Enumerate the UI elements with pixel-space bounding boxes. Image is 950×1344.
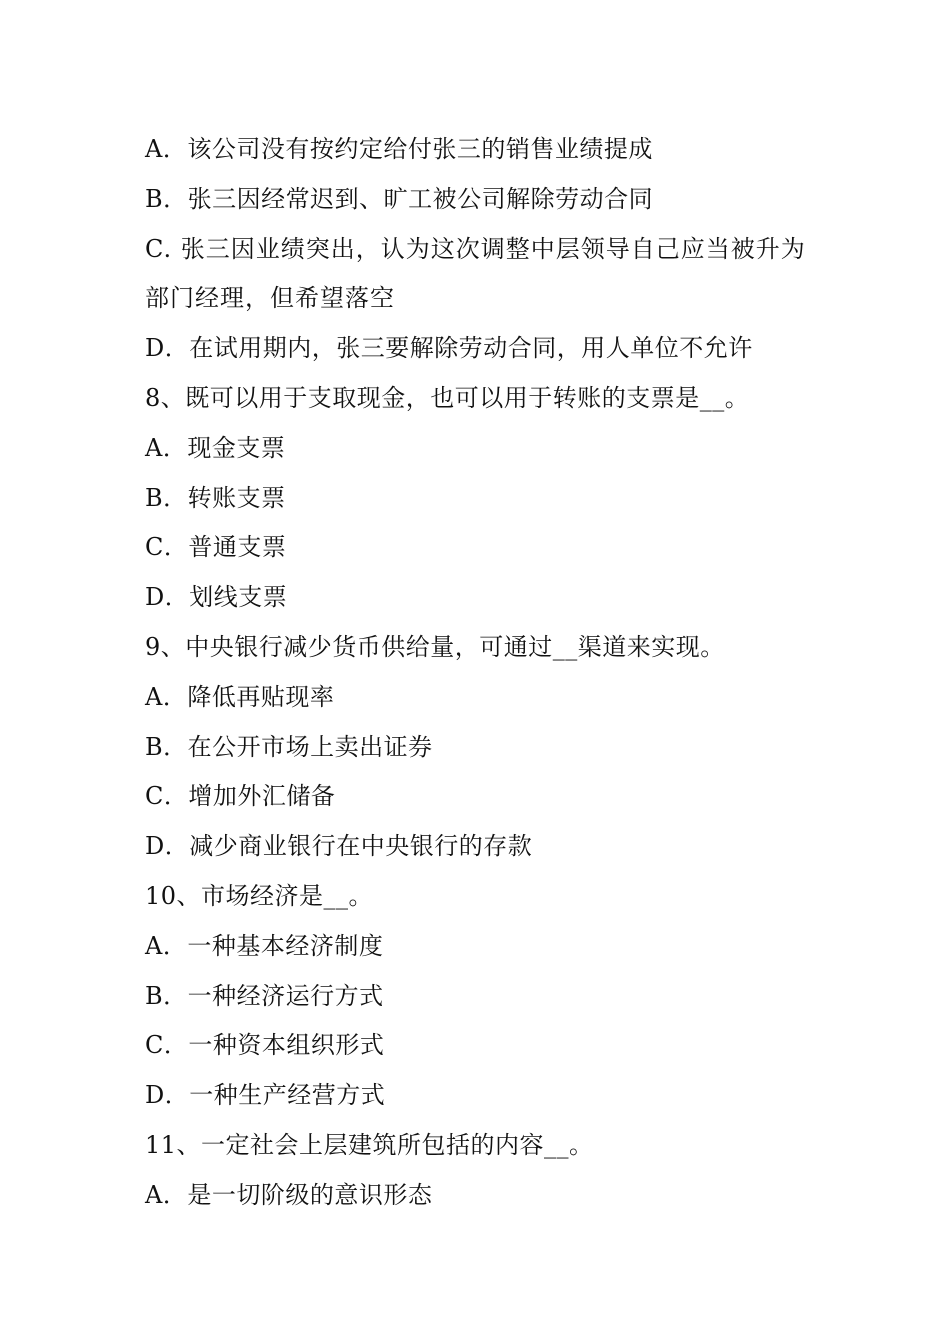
question-9-option-a: A．降低再贴现率	[145, 682, 335, 711]
question-10-option-c: C．一种资本组织形式	[145, 1031, 385, 1060]
question-8-option-b: B．转账支票	[145, 483, 286, 512]
option-a-line: A．该公司没有按约定给付张三的销售业绩提成	[145, 135, 653, 163]
question-9-option-d: D．减少商业银行在中央银行的存款	[145, 832, 533, 861]
question-10: 10、市场经济是__。	[145, 881, 374, 910]
question-8-option-a: A．现金支票	[145, 433, 286, 462]
question-8-option-d: D．划线支票	[145, 583, 288, 612]
question-10-option-b: B．一种经济运行方式	[145, 981, 384, 1010]
option-c-line: C. 张三因业绩突出，认为这次调整中层领导自己应当被升为部门经理，但希望落空	[145, 234, 806, 313]
question-11: 11、一定社会上层建筑所包括的内容__。	[145, 1130, 594, 1159]
question-9-option-b: B．在公开市场上卖出证券	[145, 732, 433, 761]
question-11-option-a: A．是一切阶级的意识形态	[145, 1180, 433, 1209]
question-9-option-c: C．增加外汇储备	[145, 782, 336, 811]
question-8: 8、既可以用于支取现金，也可以用于转账的支票是__。	[145, 383, 750, 412]
document-body	[145, 125, 825, 1221]
question-8-option-c: C．普通支票	[145, 533, 287, 562]
question-10-option-a: A．一种基本经济制度	[145, 931, 384, 960]
question-9: 9、中央银行减少货币供给量，可通过__渠道来实现。	[145, 632, 725, 661]
question-10-option-d: D．一种生产经营方式	[145, 1081, 386, 1110]
option-b-line: B．张三因经常迟到、旷工被公司解除劳动合同	[145, 184, 654, 213]
option-d-line: D．在试用期内，张三要解除劳动合同，用人单位不允许	[145, 334, 753, 363]
